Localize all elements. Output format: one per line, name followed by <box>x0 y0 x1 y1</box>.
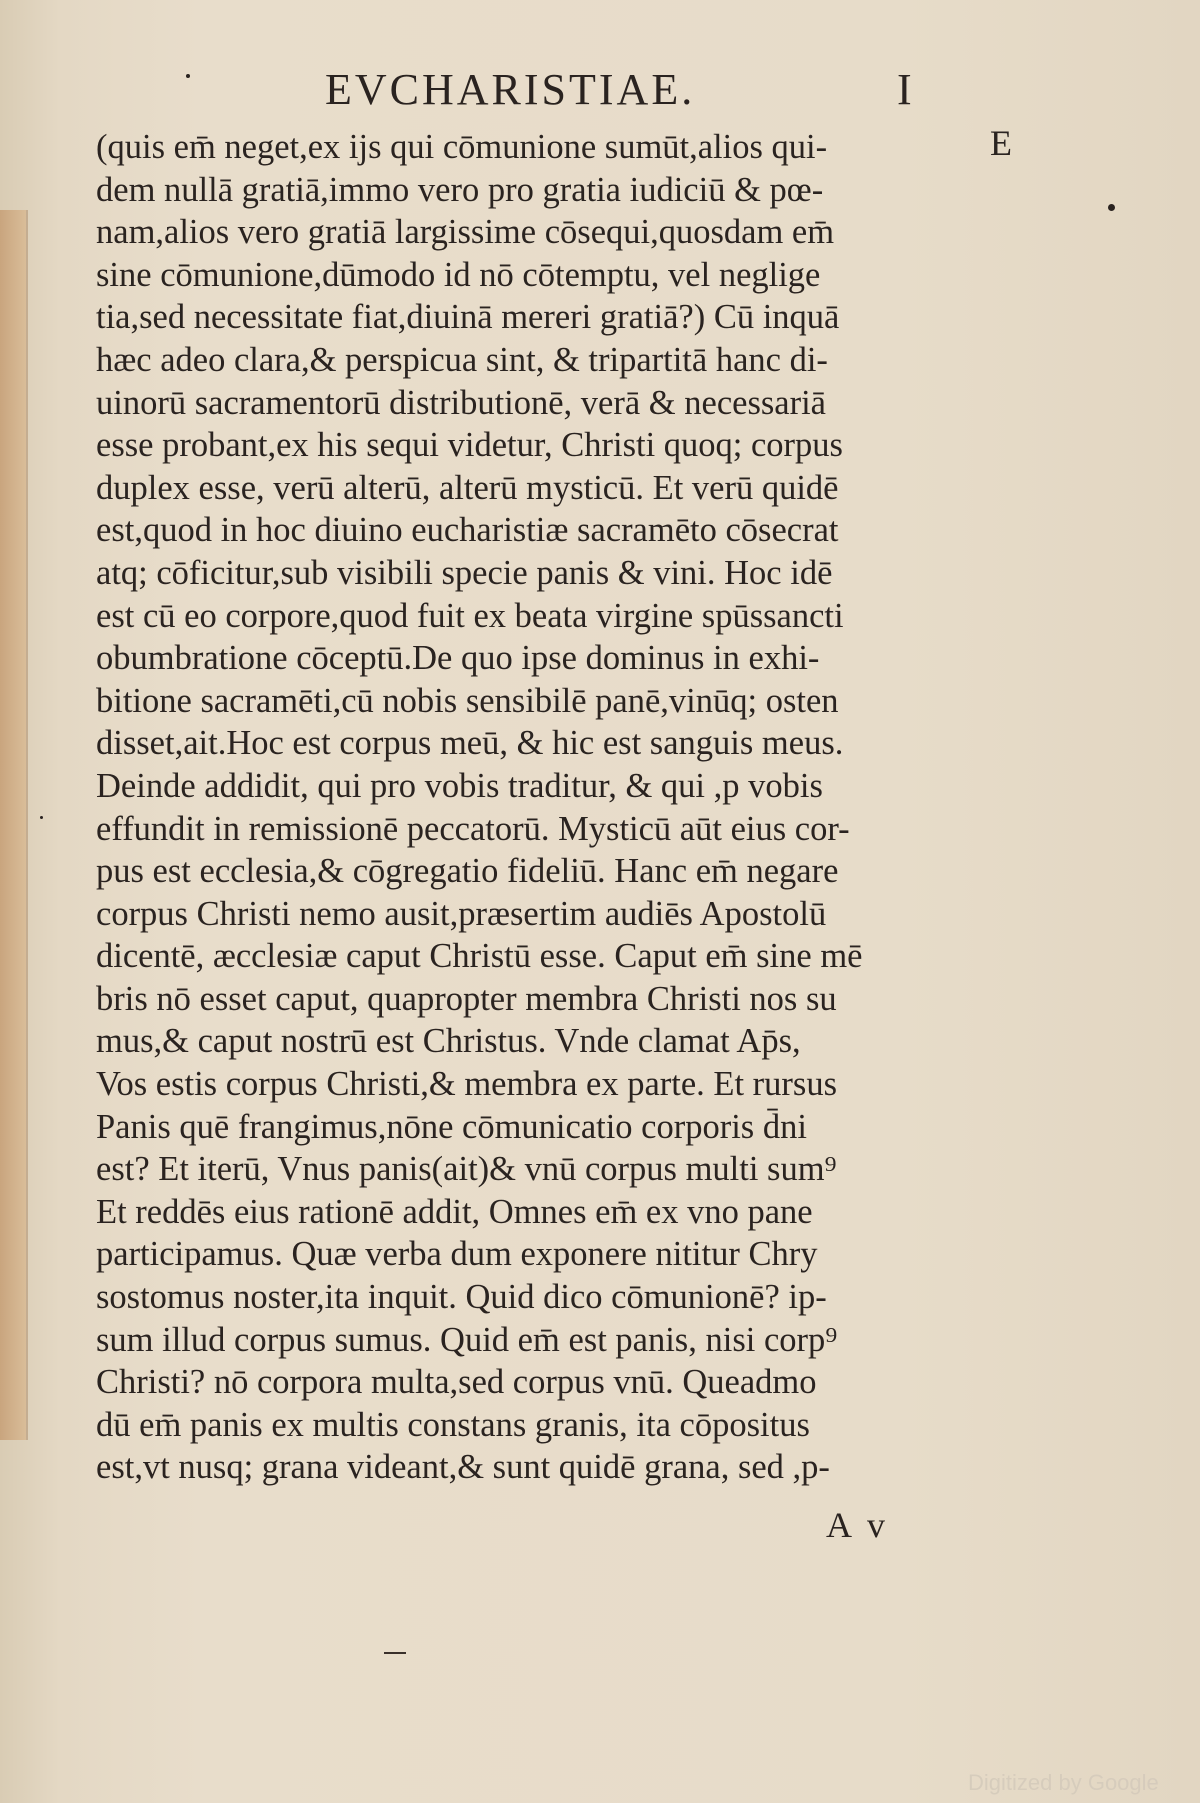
text-line: est,quod in hoc diuino eucharistiæ sacramēto cōsecrat <box>96 511 839 550</box>
text-line: est? Et iterū, Vnus panis(ait)& vnū corpus multi sum⁹ <box>96 1150 837 1189</box>
text-line: corpus Christi nemo ausit,præsertim audiēs Apostolū <box>96 894 827 933</box>
signature-mark: A v <box>826 1505 890 1545</box>
text-line: Panis quē frangimus,nōne cōmunicatio corporis d̄ni <box>96 1107 807 1146</box>
text-line: sum illud corpus sumus. Quid em̄ est panis, nisi corp⁹ <box>96 1320 838 1359</box>
ink-speck <box>1108 204 1115 211</box>
text-line: hæc adeo clara,& perspicua sint, & tripartitā hanc di- <box>96 340 828 379</box>
text-line: Et reddēs eius rationē addit, Omnes em̄ ex vno pane <box>96 1192 813 1231</box>
text-line: tia,sed necessitate fiat,diuinā mereri gratiā?) Cū inquā <box>96 298 840 337</box>
running-title: EVCHARISTIAE. <box>325 65 696 114</box>
text-line: sine cōmunione,dūmodo id nō cōtemptu, vel neglige <box>96 255 821 294</box>
watermark: Digitized by Google <box>968 1770 1159 1795</box>
text-line: dicentē, æcclesiæ caput Christū esse. Caput em̄ sine mē <box>96 937 863 976</box>
text-line: atq; cōficitur,sub visibili specie panis & vini. Hoc idē <box>96 553 833 592</box>
text-line: pus est ecclesia,& cōgregatio fideliū. Hanc em̄ negare <box>96 852 839 891</box>
text-line: uinorū sacramentorū distributionē, verā & necessariā <box>96 383 826 422</box>
text-line: dem nullā gratiā,immo vero pro gratia iudiciū & pœ- <box>96 170 824 209</box>
text-line: dū em̄ panis ex multis constans granis, ita cōpositus <box>96 1405 810 1444</box>
running-header <box>0 64 1200 120</box>
text-line: Vos estis corpus Christi,& membra ex parte. Et rursus <box>96 1065 838 1104</box>
binding-edge <box>0 210 26 1440</box>
text-line: bitione sacramēti,cū nobis sensibilē panē,vinūq; osten <box>96 681 839 720</box>
text-line: obumbratione cōceptū.De quo ipse dominus in exhi- <box>96 639 820 678</box>
text-line: effundit in remissionē peccatorū. Mysticū aūt eius cor- <box>96 809 850 848</box>
text-line: sostomus noster,ita inquit. Quid dico cōmunionē? ip- <box>96 1278 827 1317</box>
text-line: Deinde addidit, qui pro vobis traditur, & qui ,p vobis <box>96 766 823 805</box>
ink-speck <box>40 816 43 819</box>
text-line: duplex esse, verū alterū, alterū mysticū. Et verū quidē <box>96 468 839 507</box>
text-line: disset,ait.Hoc est corpus meū, & hic est sanguis meus. <box>96 724 844 763</box>
text-line: participamus. Quæ verba dum exponere nititur Chry <box>96 1235 818 1274</box>
stray-mark <box>384 1652 406 1654</box>
text-line: bris nō esset caput, quapropter membra Christi nos su <box>96 979 837 1018</box>
text-line: mus,& caput nostrū est Christus. Vnde clamat Ap̄s, <box>96 1022 801 1061</box>
text-line: nam,alios vero gratiā largissime cōsequi,quosdam em̄ <box>96 213 835 252</box>
margin-letter: E <box>990 123 1012 163</box>
folio-number: I <box>897 65 912 114</box>
text-line: Christi? nō corpora multa,sed corpus vnū. Queadmo <box>96 1363 817 1402</box>
binding-shadow <box>26 210 28 1440</box>
text-line: est,vt nusq; grana videant,& sunt quidē grana, sed ,p- <box>96 1448 830 1487</box>
text-line: est cū eo corpore,quod fuit ex beata virgine spūssancti <box>96 596 844 635</box>
text-line: esse probant,ex his sequi videtur, Christi quoq; corpus <box>96 426 843 465</box>
text-line: (quis em̄ neget,ex ijs qui cōmunione sumūt,alios qui- <box>96 128 828 166</box>
body-text <box>96 126 996 1489</box>
